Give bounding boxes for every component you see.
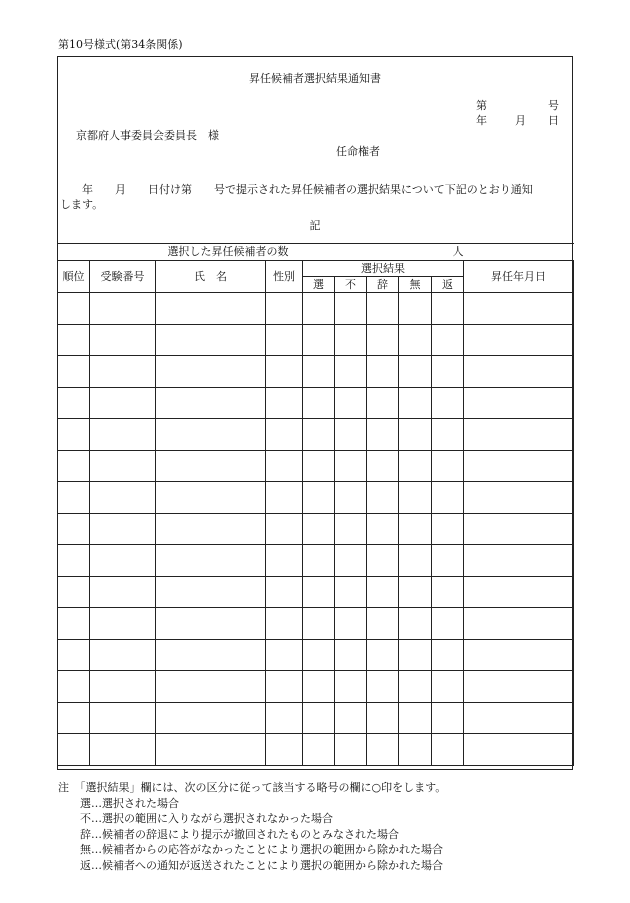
table-cell[interactable] [156,639,266,671]
header-row-1 [58,261,574,277]
table-cell[interactable] [432,671,464,703]
table-cell[interactable] [464,482,574,514]
note-line: 選…選択された場合 [80,796,179,810]
table-cell[interactable] [399,387,432,419]
table-row [58,513,574,545]
table-cell[interactable] [266,356,303,388]
table-cell[interactable] [303,734,335,766]
ref-number-prefix: 第 [476,99,487,112]
table-cell[interactable] [266,639,303,671]
body-text-line-2: します。 [60,198,104,211]
table-cell[interactable] [58,482,90,514]
table-cell[interactable] [367,387,399,419]
table-row [58,702,574,734]
table-cell[interactable] [90,576,156,608]
form-frame [57,56,573,770]
count-label: 選択した昇任候補者の数 [167,245,289,258]
ki-heading: 記 [309,219,321,232]
table-cell[interactable] [335,293,367,325]
table-row [58,419,574,451]
table-cell[interactable] [432,545,464,577]
table-cell[interactable] [266,419,303,451]
table-cell[interactable] [464,324,574,356]
table-cell[interactable] [156,702,266,734]
table-cell[interactable] [335,639,367,671]
table-row [58,482,574,514]
table-cell[interactable] [90,671,156,703]
table-cell[interactable] [464,702,574,734]
table-cell[interactable] [156,324,266,356]
table-cell[interactable] [90,734,156,766]
candidate-table [57,243,574,766]
header-result: 選択結果 [303,261,464,277]
table-cell[interactable] [432,608,464,640]
table-row [58,387,574,419]
table-cell[interactable] [90,702,156,734]
table-cell[interactable] [90,450,156,482]
table-cell[interactable] [266,482,303,514]
table-cell[interactable] [90,482,156,514]
count-unit: 人 [452,245,464,258]
table-cell[interactable] [432,576,464,608]
table-cell[interactable] [432,387,464,419]
table-cell[interactable] [303,324,335,356]
table-cell[interactable] [58,671,90,703]
table-cell[interactable] [90,387,156,419]
table-cell[interactable] [58,576,90,608]
table-cell[interactable] [58,702,90,734]
table-cell[interactable] [58,734,90,766]
table-cell[interactable] [399,639,432,671]
header-result-selected: 選 [303,277,335,293]
table-cell[interactable] [335,513,367,545]
table-row [58,324,574,356]
table-cell[interactable] [367,639,399,671]
addressee: 京都府人事委員会委員長 様 [76,129,219,142]
table-row [58,639,574,671]
appointing-authority: 任命権者 [336,145,380,158]
table-cell[interactable] [367,576,399,608]
table-cell[interactable] [303,639,335,671]
table-cell[interactable] [90,513,156,545]
table-cell[interactable] [432,450,464,482]
table-cell[interactable] [335,387,367,419]
table-cell[interactable] [464,356,574,388]
note-line: 返…候補者への通知が返送されたことにより選択の範囲から除かれた場合 [80,858,443,872]
table-cell[interactable] [266,324,303,356]
table-cell[interactable] [464,387,574,419]
table-cell[interactable] [335,324,367,356]
table-cell[interactable] [58,387,90,419]
table-cell[interactable] [432,639,464,671]
header-result-returned: 返 [432,277,464,293]
data-rows [58,293,574,766]
table-row [58,734,574,766]
table-cell[interactable] [464,639,574,671]
table-cell[interactable] [266,576,303,608]
table-cell[interactable] [303,450,335,482]
note-line: 無…候補者からの応答がなかったことにより選択の範囲から除かれた場合 [80,843,443,857]
table-cell[interactable] [367,671,399,703]
table-cell[interactable] [335,734,367,766]
table-cell[interactable] [266,293,303,325]
table-cell[interactable] [58,356,90,388]
table-cell[interactable] [303,671,335,703]
table-cell[interactable] [90,356,156,388]
table-cell[interactable] [58,639,90,671]
table-cell[interactable] [156,671,266,703]
table-cell[interactable] [367,482,399,514]
table-cell[interactable] [399,450,432,482]
table-cell[interactable] [399,324,432,356]
table-cell[interactable] [156,545,266,577]
table-cell[interactable] [367,608,399,640]
table-row [58,671,574,703]
table-cell[interactable] [90,608,156,640]
table-cell[interactable] [464,671,574,703]
table-row [58,576,574,608]
table-cell[interactable] [432,324,464,356]
header-result-declined: 辞 [367,277,399,293]
table-row [58,356,574,388]
table-cell[interactable] [303,293,335,325]
table-cell[interactable] [335,419,367,451]
table-cell[interactable] [399,513,432,545]
table-cell[interactable] [266,734,303,766]
table-row [58,608,574,640]
note-line: 注 「選択結果」欄には、次の区分に従って該当する略号の欄に○印をします。 [58,781,447,794]
table-cell[interactable] [399,734,432,766]
table-cell[interactable] [90,419,156,451]
notes [58,780,446,874]
table-cell[interactable] [367,419,399,451]
table-cell[interactable] [90,639,156,671]
table-cell[interactable] [156,356,266,388]
table-cell[interactable] [335,671,367,703]
table-cell[interactable] [399,482,432,514]
table-cell[interactable] [367,356,399,388]
table-cell[interactable] [432,356,464,388]
table-cell[interactable] [464,513,574,545]
table-cell[interactable] [90,324,156,356]
table-cell[interactable] [399,419,432,451]
header-promotion-date: 昇任年月日 [464,261,574,293]
table-cell[interactable] [432,734,464,766]
table-cell[interactable] [464,576,574,608]
table-cell[interactable] [399,608,432,640]
table-cell[interactable] [432,482,464,514]
table-cell[interactable] [266,702,303,734]
table-row [58,293,574,325]
form-title: 昇任候補者選択結果通知書 [249,72,381,85]
header-result-no-response: 無 [399,277,432,293]
table-cell[interactable] [58,545,90,577]
table-cell[interactable] [367,702,399,734]
table-cell[interactable] [464,419,574,451]
header-gender: 性別 [266,261,303,293]
table-cell[interactable] [266,671,303,703]
table-cell[interactable] [464,734,574,766]
table-cell[interactable] [303,576,335,608]
date-year: 年 [476,114,487,127]
table-cell[interactable] [156,576,266,608]
table-cell[interactable] [58,324,90,356]
table-cell[interactable] [266,608,303,640]
table-cell[interactable] [464,293,574,325]
header-name: 氏 名 [156,261,266,293]
table-cell[interactable] [464,545,574,577]
table-row [58,545,574,577]
table-cell[interactable] [90,293,156,325]
form-number: 第10号様式(第34条関係) [58,38,183,51]
table-cell[interactable] [399,671,432,703]
table-cell[interactable] [303,545,335,577]
date-day: 日 [548,114,559,127]
table-cell[interactable] [266,387,303,419]
table-cell[interactable] [156,293,266,325]
table-cell[interactable] [367,293,399,325]
note-line: 不…選択の範囲に入りながら選択されなかった場合 [80,812,333,826]
table-cell[interactable] [156,513,266,545]
table-cell[interactable] [335,608,367,640]
table-cell[interactable] [303,356,335,388]
table-cell[interactable] [303,419,335,451]
table-cell[interactable] [335,356,367,388]
body-text-line-1: 年 月 日付け第 号で提示された昇任候補者の選択結果について下記のとおり通知 [82,183,533,196]
table-cell[interactable] [303,482,335,514]
header-exam-number: 受験番号 [90,261,156,293]
table-cell[interactable] [58,419,90,451]
table-cell[interactable] [156,387,266,419]
table-cell[interactable] [399,576,432,608]
table-cell[interactable] [58,450,90,482]
table-cell[interactable] [303,608,335,640]
table-cell[interactable] [335,576,367,608]
table-cell[interactable] [90,545,156,577]
table-cell[interactable] [303,513,335,545]
table-cell[interactable] [303,702,335,734]
note-line: 辞…候補者の辞退により提示が撤回されたものとみなされた場合 [80,827,399,841]
table-cell[interactable] [156,608,266,640]
table-cell[interactable] [335,545,367,577]
table-row [58,450,574,482]
table-cell[interactable] [367,324,399,356]
table-cell[interactable] [367,545,399,577]
table-cell[interactable] [432,419,464,451]
table-cell[interactable] [58,513,90,545]
table-cell[interactable] [156,450,266,482]
table-cell[interactable] [156,419,266,451]
ref-number-suffix: 号 [548,99,559,112]
table-cell[interactable] [399,545,432,577]
table-cell[interactable] [335,482,367,514]
header-rank: 順位 [58,261,90,293]
table-cell[interactable] [399,702,432,734]
table-cell[interactable] [399,293,432,325]
table-cell[interactable] [432,513,464,545]
header-result-not-selected: 不 [335,277,367,293]
table-cell[interactable] [432,293,464,325]
table-cell[interactable] [156,734,266,766]
table-cell[interactable] [266,450,303,482]
table-cell[interactable] [303,387,335,419]
table-cell[interactable] [367,734,399,766]
table-cell[interactable] [432,702,464,734]
table-cell[interactable] [367,450,399,482]
table-cell[interactable] [335,450,367,482]
table-cell[interactable] [266,545,303,577]
date-month: 月 [515,114,526,127]
table-cell[interactable] [464,608,574,640]
table-cell[interactable] [464,450,574,482]
count-row [58,244,574,261]
table-cell[interactable] [58,293,90,325]
table-cell[interactable] [399,356,432,388]
table-cell[interactable] [266,513,303,545]
table-cell[interactable] [156,482,266,514]
table-cell[interactable] [58,608,90,640]
table-cell[interactable] [335,702,367,734]
table-cell[interactable] [367,513,399,545]
